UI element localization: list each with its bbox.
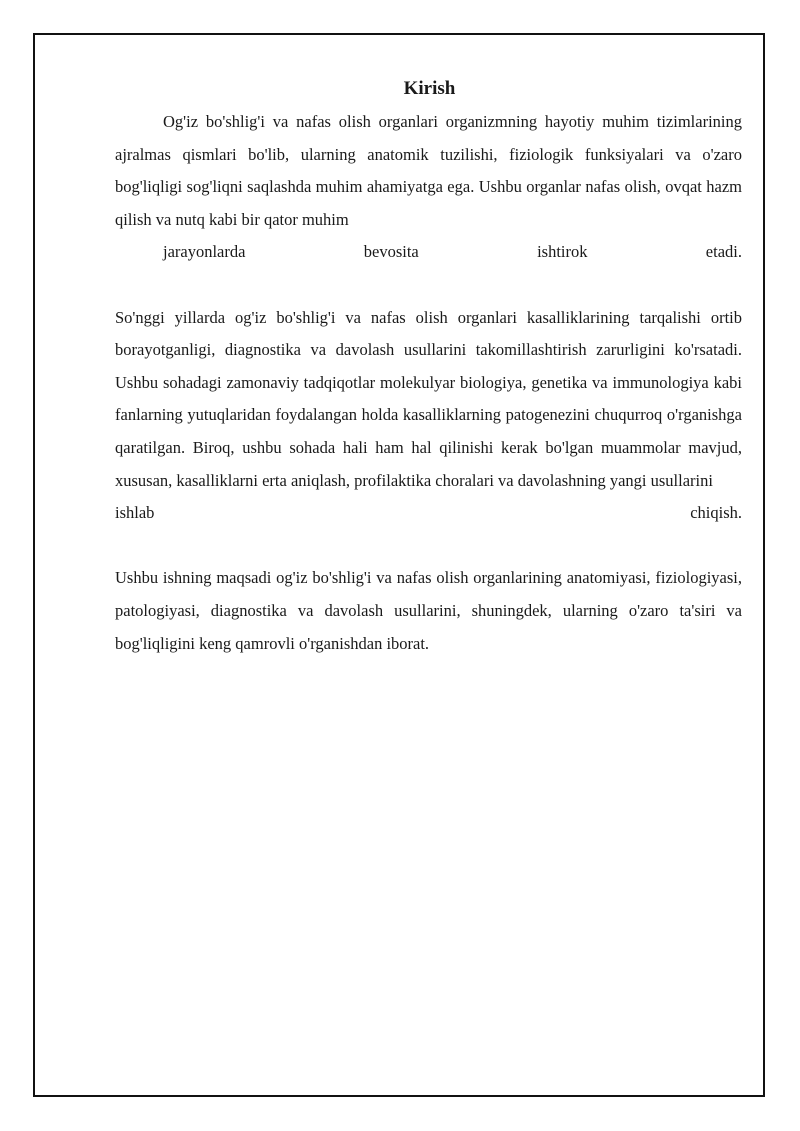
document-title: Kirish xyxy=(403,78,456,99)
paragraph-text: Ushbu ishning maqsadi og'iz bo'shlig'i va nafas olish organlarining anatomiyasi, fiziologiyasi, patologiyasi, diagnostika va davolash usullarini, shuningdek, ularning o'zaro ta'siri va bog'liqligini keng qamrovli o'rganishdan iborat. xyxy=(115,568,742,653)
document-body xyxy=(115,76,742,660)
paragraph-text: So'nggi yillarda og'iz bo'shlig'i va nafas olish organlari kasalliklarining tarqalishi ortib borayotganligi, diagnostika va davolash usullarini takomillashtirish zarurligini ko'rsatadi. Ushbu sohadagi zamonaviy tadqiqotlar molekulyar biologiya, genetika va immunologiya kabi fanlarning yutuqlaridan foydalangan holda kasalliklarning patogenezini chuqurroq o'rganishga qaratilgan. Biroq, ushbu sohada hali ham hal qilinishi kerak bo'lgan muammolar mavjud, xususan, kasalliklarni erta aniqlash, profilaktika choralari va davolashning yangi usullarini xyxy=(115,307,742,490)
paragraph-intro xyxy=(115,106,742,269)
paragraph-text: Og'iz bo'shlig'i va nafas olish organlari organizmning hayotiy muhim tizimlarining ajralmas qismlari bo'lib, ularning anatomik tuzilishi, fiziologik funksiyalari va o'zaro bog'liqligi sog'liqni saqlashda muhim ahamiyatga ega. Ushbu organlar nafas olish, ovqat hazm qilish va nutq kabi bir qator muhim xyxy=(115,112,742,229)
paragraph-spacer xyxy=(115,269,742,302)
paragraph-context xyxy=(115,302,742,530)
paragraph-last-line: jarayonlarda bevosita ishtirok etadi. xyxy=(163,242,742,262)
paragraph-last-line: ishlab chiqish. xyxy=(115,503,742,523)
paragraph-spacer xyxy=(115,530,742,563)
paragraph-aim xyxy=(115,562,742,660)
